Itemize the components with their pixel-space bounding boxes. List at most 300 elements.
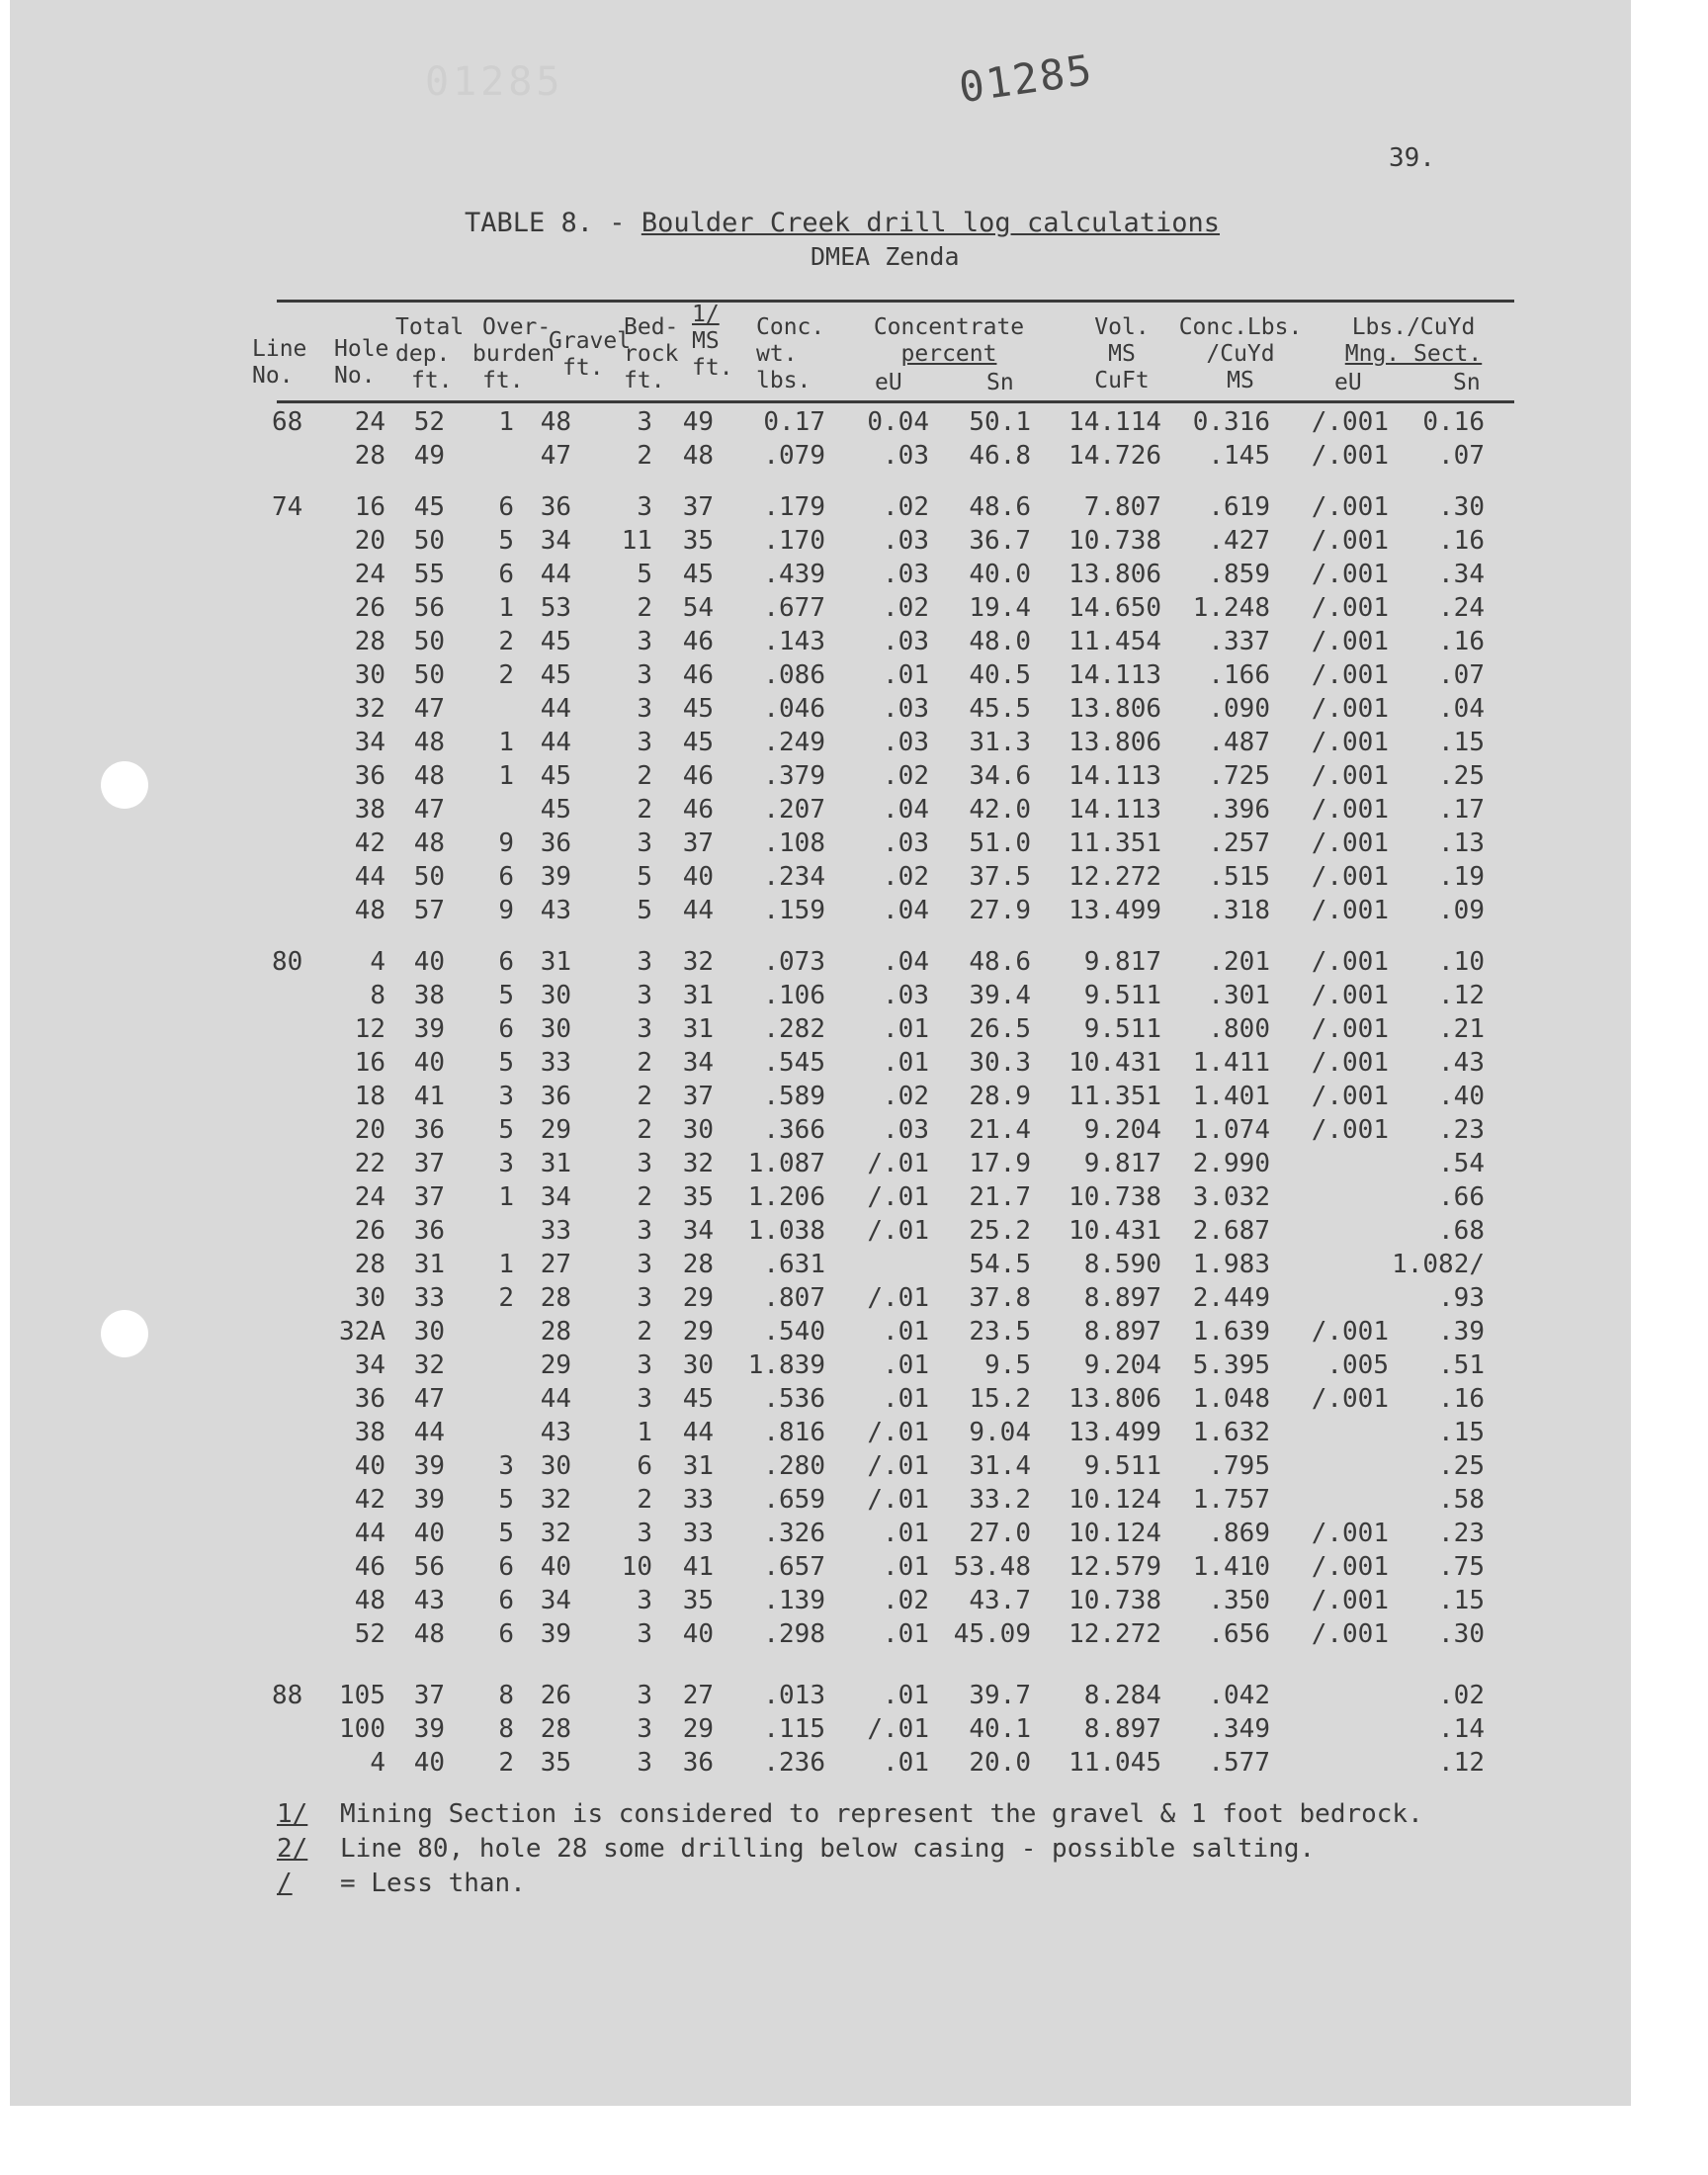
cell-bedrock: 11 <box>621 526 652 556</box>
cell-vol-ms: 9.817 <box>1083 947 1161 977</box>
cell-bedrock: 3 <box>637 694 652 724</box>
cell-conc-wt: .013 <box>763 1681 825 1710</box>
cell-ms: 30 <box>682 1115 714 1145</box>
cell-conc-lbs-cuyd: .800 <box>1208 1014 1270 1044</box>
cell-overburden: 9 <box>498 828 514 858</box>
cell-conc-sn: 42.0 <box>969 795 1031 825</box>
cell-gravel: 43 <box>540 896 571 925</box>
cell-conc-eu: .01 <box>883 1014 929 1044</box>
cell-conc-lbs-cuyd: .090 <box>1208 694 1270 724</box>
cell-total-depth: 50 <box>413 862 445 892</box>
cell-ms: 45 <box>682 1384 714 1414</box>
cell-vol-ms: 10.431 <box>1068 1048 1161 1078</box>
cell-vol-ms: 14.113 <box>1068 795 1161 825</box>
cell-total-depth: 47 <box>413 1384 445 1414</box>
cell-gravel: 45 <box>540 627 571 656</box>
cell-conc-sn: 37.8 <box>969 1283 1031 1313</box>
cell-conc-eu: /.01 <box>867 1216 929 1246</box>
cell-conc-eu: .01 <box>883 1519 929 1548</box>
cell-gravel: 44 <box>540 560 571 589</box>
cell-overburden: 2 <box>498 627 514 656</box>
cell-gravel: 39 <box>540 1619 571 1649</box>
cell-conc-lbs-cuyd: .427 <box>1208 526 1270 556</box>
cell-conc-wt: .545 <box>763 1048 825 1078</box>
cell-hole: 42 <box>354 828 385 858</box>
cell-hole: 26 <box>354 1216 385 1246</box>
cell-overburden: 5 <box>498 1485 514 1515</box>
line-number: 88 <box>272 1681 303 1710</box>
cell-mng-sn: .16 <box>1438 627 1485 656</box>
cell-mng-sn: .54 <box>1438 1149 1485 1178</box>
cell-total-depth: 37 <box>413 1681 445 1710</box>
cell-bedrock: 3 <box>637 1714 652 1744</box>
cell-ms: 46 <box>682 660 714 690</box>
cell-hole: 20 <box>354 526 385 556</box>
cell-overburden: 9 <box>498 896 514 925</box>
cell-hole: 30 <box>354 660 385 690</box>
cell-conc-eu: .01 <box>883 660 929 690</box>
cell-ms: 46 <box>682 761 714 791</box>
cell-bedrock: 3 <box>637 660 652 690</box>
cell-conc-eu: .02 <box>883 1082 929 1111</box>
cell-bedrock: 2 <box>637 1182 652 1212</box>
cell-hole: 105 <box>339 1681 385 1710</box>
cell-conc-wt: 1.038 <box>747 1216 825 1246</box>
ghost-stamp: 01285 <box>425 59 564 105</box>
cell-conc-eu: .01 <box>883 1681 929 1710</box>
cell-gravel: 30 <box>540 981 571 1010</box>
cell-conc-sn: 39.7 <box>969 1681 1031 1710</box>
cell-vol-ms: 11.454 <box>1068 627 1161 656</box>
cell-bedrock: 3 <box>637 1216 652 1246</box>
cell-vol-ms: 8.897 <box>1083 1283 1161 1313</box>
cell-conc-wt: .073 <box>763 947 825 977</box>
cell-ms: 35 <box>682 1182 714 1212</box>
cell-mng-sn: .24 <box>1438 593 1485 623</box>
cell-total-depth: 36 <box>413 1216 445 1246</box>
cell-conc-wt: 1.087 <box>747 1149 825 1178</box>
cell-vol-ms: 14.114 <box>1068 407 1161 437</box>
cell-gravel: 33 <box>540 1216 571 1246</box>
cell-ms: 36 <box>682 1748 714 1778</box>
cell-conc-wt: .079 <box>763 441 825 471</box>
cell-total-depth: 39 <box>413 1485 445 1515</box>
cell-bedrock: 3 <box>637 1519 652 1548</box>
cell-conc-sn: 48.0 <box>969 627 1031 656</box>
cell-conc-wt: .234 <box>763 862 825 892</box>
cell-mng-eu: .005 <box>1326 1350 1389 1380</box>
cell-bedrock: 3 <box>637 407 652 437</box>
cell-total-depth: 48 <box>413 728 445 757</box>
cell-conc-sn: 20.0 <box>969 1748 1031 1778</box>
cell-hole: 18 <box>354 1082 385 1111</box>
header-vol: Vol. MS CuFt <box>1094 314 1150 393</box>
cell-conc-lbs-cuyd: .859 <box>1208 560 1270 589</box>
cell-vol-ms: 10.431 <box>1068 1216 1161 1246</box>
cell-total-depth: 50 <box>413 526 445 556</box>
cell-hole: 34 <box>354 1350 385 1380</box>
cell-conc-sn: 36.7 <box>969 526 1031 556</box>
cell-bedrock: 1 <box>637 1418 652 1447</box>
cell-ms: 54 <box>682 593 714 623</box>
cell-hole: 36 <box>354 1384 385 1414</box>
cell-conc-eu: .03 <box>883 441 929 471</box>
cell-overburden: 5 <box>498 1115 514 1145</box>
cell-total-depth: 38 <box>413 981 445 1010</box>
cell-conc-lbs-cuyd: 1.048 <box>1192 1384 1270 1414</box>
cell-mng-sn: .15 <box>1438 728 1485 757</box>
cell-gravel: 28 <box>540 1714 571 1744</box>
cell-conc-sn: 45.09 <box>953 1619 1031 1649</box>
cell-ms: 33 <box>682 1485 714 1515</box>
cell-vol-ms: 7.807 <box>1083 492 1161 522</box>
cell-vol-ms: 8.590 <box>1083 1250 1161 1279</box>
cell-conc-eu: .04 <box>883 795 929 825</box>
cell-conc-lbs-cuyd: 1.411 <box>1192 1048 1270 1078</box>
cell-conc-eu: .03 <box>883 627 929 656</box>
cell-conc-sn: 28.9 <box>969 1082 1031 1111</box>
cell-conc-sn: 9.04 <box>969 1418 1031 1447</box>
cell-hole: 16 <box>354 1048 385 1078</box>
cell-conc-eu: .03 <box>883 526 929 556</box>
cell-total-depth: 47 <box>413 795 445 825</box>
cell-conc-eu: /.01 <box>867 1283 929 1313</box>
cell-ms: 44 <box>682 896 714 925</box>
cell-bedrock: 2 <box>637 1048 652 1078</box>
cell-conc-sn: 15.2 <box>969 1384 1031 1414</box>
cell-vol-ms: 10.738 <box>1068 1182 1161 1212</box>
document-page <box>10 0 1631 2106</box>
cell-gravel: 31 <box>540 1149 571 1178</box>
cell-conc-eu: .02 <box>883 593 929 623</box>
cell-hole: 16 <box>354 492 385 522</box>
cell-conc-eu: /.01 <box>867 1451 929 1481</box>
cell-mng-eu: /.001 <box>1311 1317 1389 1347</box>
cell-conc-lbs-cuyd: 2.990 <box>1192 1149 1270 1178</box>
cell-overburden: 1 <box>498 593 514 623</box>
cell-conc-wt: .236 <box>763 1748 825 1778</box>
cell-hole: 4 <box>370 947 385 977</box>
cell-conc-eu: .03 <box>883 828 929 858</box>
cell-gravel: 32 <box>540 1519 571 1548</box>
cell-conc-eu: .02 <box>883 1586 929 1615</box>
cell-total-depth: 33 <box>413 1283 445 1313</box>
cell-conc-lbs-cuyd: 1.639 <box>1192 1317 1270 1347</box>
cell-bedrock: 3 <box>637 1350 652 1380</box>
cell-vol-ms: 12.272 <box>1068 862 1161 892</box>
cell-overburden: 8 <box>498 1714 514 1744</box>
cell-overburden: 1 <box>498 407 514 437</box>
cell-conc-lbs-cuyd: .337 <box>1208 627 1270 656</box>
cell-bedrock: 3 <box>637 1384 652 1414</box>
cell-mng-sn: .12 <box>1438 1748 1485 1778</box>
cell-conc-lbs-cuyd: .869 <box>1208 1519 1270 1548</box>
cell-bedrock: 3 <box>637 947 652 977</box>
cell-conc-sn: 45.5 <box>969 694 1031 724</box>
footnote: 1/ Mining Section is considered to represent the gravel & 1 foot bedrock. <box>277 1799 1423 1829</box>
cell-conc-sn: 48.6 <box>969 492 1031 522</box>
cell-overburden: 6 <box>498 1586 514 1615</box>
cell-hole: 52 <box>354 1619 385 1649</box>
cell-total-depth: 36 <box>413 1115 445 1145</box>
cell-vol-ms: 8.897 <box>1083 1317 1161 1347</box>
cell-hole: 24 <box>354 1182 385 1212</box>
cell-mng-sn: .25 <box>1438 1451 1485 1481</box>
cell-conc-wt: .249 <box>763 728 825 757</box>
cell-conc-sn: 40.1 <box>969 1714 1031 1744</box>
cell-conc-eu: .04 <box>883 947 929 977</box>
header-sn-mng: Sn <box>1453 370 1481 395</box>
cell-bedrock: 2 <box>637 1485 652 1515</box>
cell-hole: 48 <box>354 1586 385 1615</box>
cell-vol-ms: 14.113 <box>1068 660 1161 690</box>
cell-conc-eu: .02 <box>883 761 929 791</box>
cell-overburden: 6 <box>498 1552 514 1582</box>
cell-mng-eu: /.001 <box>1311 947 1389 977</box>
cell-conc-eu: .01 <box>883 1317 929 1347</box>
cell-mng-sn: .10 <box>1438 947 1485 977</box>
cell-total-depth: 40 <box>413 947 445 977</box>
cell-ms: 37 <box>682 492 714 522</box>
cell-vol-ms: 14.726 <box>1068 441 1161 471</box>
cell-conc-sn: 53.48 <box>953 1552 1031 1582</box>
cell-conc-wt: .540 <box>763 1317 825 1347</box>
cell-vol-ms: 13.499 <box>1068 1418 1161 1447</box>
header-line: Line No. <box>252 336 307 389</box>
cell-total-depth: 40 <box>413 1748 445 1778</box>
cell-mng-eu: /.001 <box>1311 761 1389 791</box>
cell-ms: 31 <box>682 1014 714 1044</box>
cell-mng-sn: .15 <box>1438 1418 1485 1447</box>
cell-gravel: 36 <box>540 492 571 522</box>
cell-total-depth: 48 <box>413 761 445 791</box>
cell-mng-eu: /.001 <box>1311 1619 1389 1649</box>
cell-conc-lbs-cuyd: .725 <box>1208 761 1270 791</box>
cell-ms: 46 <box>682 795 714 825</box>
cell-total-depth: 39 <box>413 1014 445 1044</box>
cell-mng-sn: .51 <box>1438 1350 1485 1380</box>
cell-overburden: 3 <box>498 1082 514 1111</box>
cell-conc-sn: 19.4 <box>969 593 1031 623</box>
cell-conc-lbs-cuyd: .042 <box>1208 1681 1270 1710</box>
cell-mng-sn: 0.16 <box>1422 407 1485 437</box>
cell-overburden: 6 <box>498 1014 514 1044</box>
cell-bedrock: 3 <box>637 1014 652 1044</box>
cell-conc-wt: .115 <box>763 1714 825 1744</box>
header-overburden: Over- burden ft. <box>472 314 555 393</box>
cell-overburden: 6 <box>498 947 514 977</box>
cell-gravel: 32 <box>540 1485 571 1515</box>
cell-conc-lbs-cuyd: 1.401 <box>1192 1082 1270 1111</box>
cell-conc-lbs-cuyd: 1.074 <box>1192 1115 1270 1145</box>
cell-gravel: 43 <box>540 1418 571 1447</box>
cell-conc-wt: 1.839 <box>747 1350 825 1380</box>
cell-conc-sn: 33.2 <box>969 1485 1031 1515</box>
cell-gravel: 30 <box>540 1451 571 1481</box>
cell-conc-lbs-cuyd: .515 <box>1208 862 1270 892</box>
cell-bedrock: 3 <box>637 1283 652 1313</box>
cell-vol-ms: 10.124 <box>1068 1485 1161 1515</box>
cell-conc-sn: 27.9 <box>969 896 1031 925</box>
cell-bedrock: 3 <box>637 1586 652 1615</box>
cell-bedrock: 2 <box>637 441 652 471</box>
cell-conc-eu: /.01 <box>867 1149 929 1178</box>
cell-hole: 28 <box>354 627 385 656</box>
cell-conc-lbs-cuyd: .301 <box>1208 981 1270 1010</box>
cell-mng-eu: /.001 <box>1311 1552 1389 1582</box>
cell-gravel: 45 <box>540 761 571 791</box>
cell-vol-ms: 13.806 <box>1068 728 1161 757</box>
table-body <box>10 0 1631 2106</box>
cell-conc-lbs-cuyd: 0.316 <box>1192 407 1270 437</box>
cell-gravel: 26 <box>540 1681 571 1710</box>
cell-vol-ms: 10.738 <box>1068 1586 1161 1615</box>
cell-bedrock: 2 <box>637 1317 652 1347</box>
cell-conc-wt: .677 <box>763 593 825 623</box>
cell-ms: 48 <box>682 441 714 471</box>
cell-gravel: 34 <box>540 1182 571 1212</box>
page-number: 39. <box>1389 143 1435 173</box>
cell-conc-lbs-cuyd: 1.983 <box>1192 1250 1270 1279</box>
cell-gravel: 40 <box>540 1552 571 1582</box>
cell-conc-sn: 17.9 <box>969 1149 1031 1178</box>
cell-conc-wt: .086 <box>763 660 825 690</box>
cell-mng-sn: .04 <box>1438 694 1485 724</box>
cell-gravel: 30 <box>540 1014 571 1044</box>
cell-vol-ms: 13.806 <box>1068 560 1161 589</box>
cell-ms: 29 <box>682 1283 714 1313</box>
cell-conc-lbs-cuyd: 1.757 <box>1192 1485 1270 1515</box>
table-title-prefix: TABLE 8. - <box>465 208 641 238</box>
cell-overburden: 2 <box>498 1748 514 1778</box>
cell-gravel: 27 <box>540 1250 571 1279</box>
cell-mng-eu: /.001 <box>1311 694 1389 724</box>
cell-total-depth: 55 <box>413 560 445 589</box>
cell-mng-sn: .25 <box>1438 761 1485 791</box>
cell-overburden: 2 <box>498 1283 514 1313</box>
cell-conc-lbs-cuyd: 3.032 <box>1192 1182 1270 1212</box>
cell-total-depth: 50 <box>413 627 445 656</box>
cell-hole: 44 <box>354 862 385 892</box>
cell-overburden: 1 <box>498 761 514 791</box>
cell-overburden: 6 <box>498 862 514 892</box>
cell-conc-sn: 30.3 <box>969 1048 1031 1078</box>
footnote: 2/ Line 80, hole 28 some drilling below casing - possible salting. <box>277 1834 1316 1864</box>
cell-conc-lbs-cuyd: 2.449 <box>1192 1283 1270 1313</box>
cell-conc-sn: 34.6 <box>969 761 1031 791</box>
cell-mng-eu: /.001 <box>1311 728 1389 757</box>
cell-vol-ms: 9.204 <box>1083 1350 1161 1380</box>
cell-total-depth: 48 <box>413 828 445 858</box>
cell-mng-sn: .07 <box>1438 660 1485 690</box>
cell-gravel: 28 <box>540 1317 571 1347</box>
cell-hole: 46 <box>354 1552 385 1582</box>
cell-conc-wt: .536 <box>763 1384 825 1414</box>
cell-overburden: 8 <box>498 1681 514 1710</box>
cell-bedrock: 3 <box>637 728 652 757</box>
cell-conc-sn: 31.3 <box>969 728 1031 757</box>
cell-hole: 100 <box>339 1714 385 1744</box>
cell-conc-lbs-cuyd: .201 <box>1208 947 1270 977</box>
cell-total-depth: 56 <box>413 1552 445 1582</box>
cell-conc-sn: 27.0 <box>969 1519 1031 1548</box>
cell-conc-eu: .03 <box>883 981 929 1010</box>
cell-total-depth: 52 <box>413 407 445 437</box>
cell-vol-ms: 11.351 <box>1068 828 1161 858</box>
cell-conc-lbs-cuyd: 2.687 <box>1192 1216 1270 1246</box>
cell-vol-ms: 10.738 <box>1068 526 1161 556</box>
cell-vol-ms: 10.124 <box>1068 1519 1161 1548</box>
cell-conc-wt: .589 <box>763 1082 825 1111</box>
cell-gravel: 36 <box>540 828 571 858</box>
cell-hole: 24 <box>354 407 385 437</box>
cell-overburden: 3 <box>498 1149 514 1178</box>
cell-gravel: 29 <box>540 1115 571 1145</box>
cell-conc-wt: .816 <box>763 1418 825 1447</box>
cell-hole: 34 <box>354 728 385 757</box>
cell-gravel: 28 <box>540 1283 571 1313</box>
cell-total-depth: 48 <box>413 1619 445 1649</box>
cell-ms: 46 <box>682 627 714 656</box>
cell-conc-wt: .282 <box>763 1014 825 1044</box>
cell-hole: 24 <box>354 560 385 589</box>
cell-total-depth: 50 <box>413 660 445 690</box>
cell-conc-sn: 21.4 <box>969 1115 1031 1145</box>
cell-conc-sn: 31.4 <box>969 1451 1031 1481</box>
cell-conc-eu: .03 <box>883 560 929 589</box>
cell-total-depth: 37 <box>413 1182 445 1212</box>
cell-conc-sn: 43.7 <box>969 1586 1031 1615</box>
footnotes <box>277 1797 1423 1901</box>
header-conc-lbs: Conc.Lbs. /CuYd MS <box>1178 314 1303 393</box>
cell-bedrock: 3 <box>637 492 652 522</box>
header-conc-wt: Conc. wt. lbs. <box>756 314 825 393</box>
cell-bedrock: 6 <box>637 1451 652 1481</box>
cell-gravel: 29 <box>540 1350 571 1380</box>
cell-vol-ms: 9.511 <box>1083 1014 1161 1044</box>
cell-conc-sn: 23.5 <box>969 1317 1031 1347</box>
cell-gravel: 45 <box>540 660 571 690</box>
cell-conc-lbs-cuyd: .656 <box>1208 1619 1270 1649</box>
cell-hole: 42 <box>354 1485 385 1515</box>
cell-ms: 27 <box>682 1681 714 1710</box>
cell-conc-eu: .01 <box>883 1619 929 1649</box>
cell-total-depth: 47 <box>413 694 445 724</box>
cell-mng-sn: .66 <box>1438 1182 1485 1212</box>
cell-mng-eu: /.001 <box>1311 795 1389 825</box>
cell-vol-ms: 8.284 <box>1083 1681 1161 1710</box>
cell-mng-sn: .12 <box>1438 981 1485 1010</box>
cell-total-depth: 39 <box>413 1451 445 1481</box>
cell-conc-wt: .207 <box>763 795 825 825</box>
table-subtitle: DMEA Zenda <box>811 242 960 271</box>
cell-bedrock: 2 <box>637 1082 652 1111</box>
cell-gravel: 44 <box>540 728 571 757</box>
cell-ms: 31 <box>682 1451 714 1481</box>
cell-bedrock: 10 <box>621 1552 652 1582</box>
cell-conc-eu: .02 <box>883 492 929 522</box>
cell-ms: 45 <box>682 560 714 589</box>
cell-conc-sn: 21.7 <box>969 1182 1031 1212</box>
cell-overburden: 6 <box>498 560 514 589</box>
cell-mng-eu: /.001 <box>1311 441 1389 471</box>
cell-conc-wt: .807 <box>763 1283 825 1313</box>
cell-ms: 45 <box>682 728 714 757</box>
cell-gravel: 33 <box>540 1048 571 1078</box>
cell-mng-eu: /.001 <box>1311 593 1389 623</box>
cell-bedrock: 3 <box>637 627 652 656</box>
cell-conc-wt: .159 <box>763 896 825 925</box>
